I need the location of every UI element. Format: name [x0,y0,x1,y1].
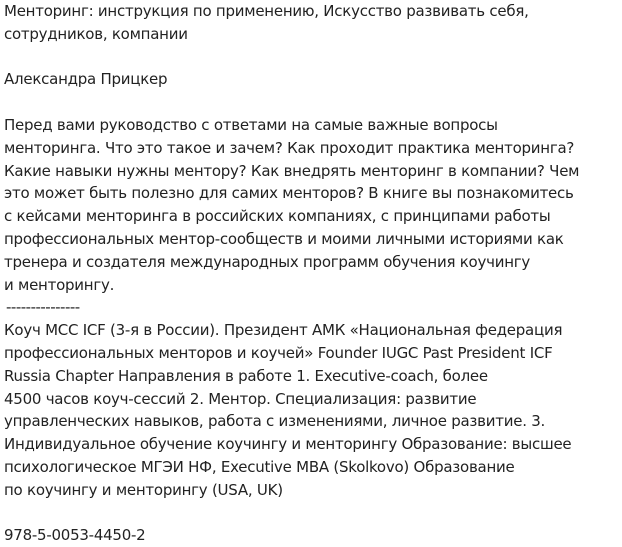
title-line: Менторинг: инструкция по применению, Искусство развивать себя, [4,2,529,20]
description-line: тренера и создателя международных программ обучения коучингу [4,252,531,271]
bio-line: Индивидуальное обучение коучингу и менторингу Образование: высшее [4,435,572,454]
description-line: менторинга. Что это такое и зачем? Как проходит практика менторинга? [4,138,575,157]
section-separator: --------------- [6,298,80,317]
description-line: профессиональных ментор-сообществ и моими личными историями как [4,229,564,248]
description-line: Перед вами руководство с ответами на самые важные вопросы [4,115,498,134]
description-line: и менторингу. [4,275,115,294]
title-line: сотрудников, компании [4,24,188,43]
spacer [4,91,620,114]
description-line: Какие навыки нужны ментору? Как внедрять менторинг в компании? Чем [4,161,580,180]
spacer [4,46,620,69]
bio-line: 4500 часов коуч-сессий 2. Ментор. Специализация: развитие [4,389,477,408]
bio-line: профессиональных менторов и коучей» Founder IUGC Past President ICF [4,343,553,362]
bio-line: по коучингу и менторингу (USA, UK) [4,480,283,499]
author-name: Александра Прицкер [4,70,168,89]
isbn: 978-5-0053-4450-2 [4,526,146,545]
description-line: с кейсами менторинга в российских компаниях, с принципами работы [4,207,551,226]
bio-line: управленческих навыков, работа с изменениями, личное развитие. 3. [4,412,546,431]
description-line: это может быть полезно для самих менторов? В книге вы познакомитесь [4,184,574,203]
bio-line: Russia Chapter Направления в работе 1. Executive-coach, более [4,366,488,385]
author-bio [4,319,620,501]
bio-line: Коуч MCC ICF (3-я в России). Президент АМК «Национальная федерация [4,321,563,340]
spacer [4,502,620,525]
bio-line: психологическое МГЭИ НФ, Executive MBA (Skolkovo) Образование [4,457,515,476]
book-title [4,0,620,46]
book-description-document [4,0,620,547]
book-description [4,114,620,296]
